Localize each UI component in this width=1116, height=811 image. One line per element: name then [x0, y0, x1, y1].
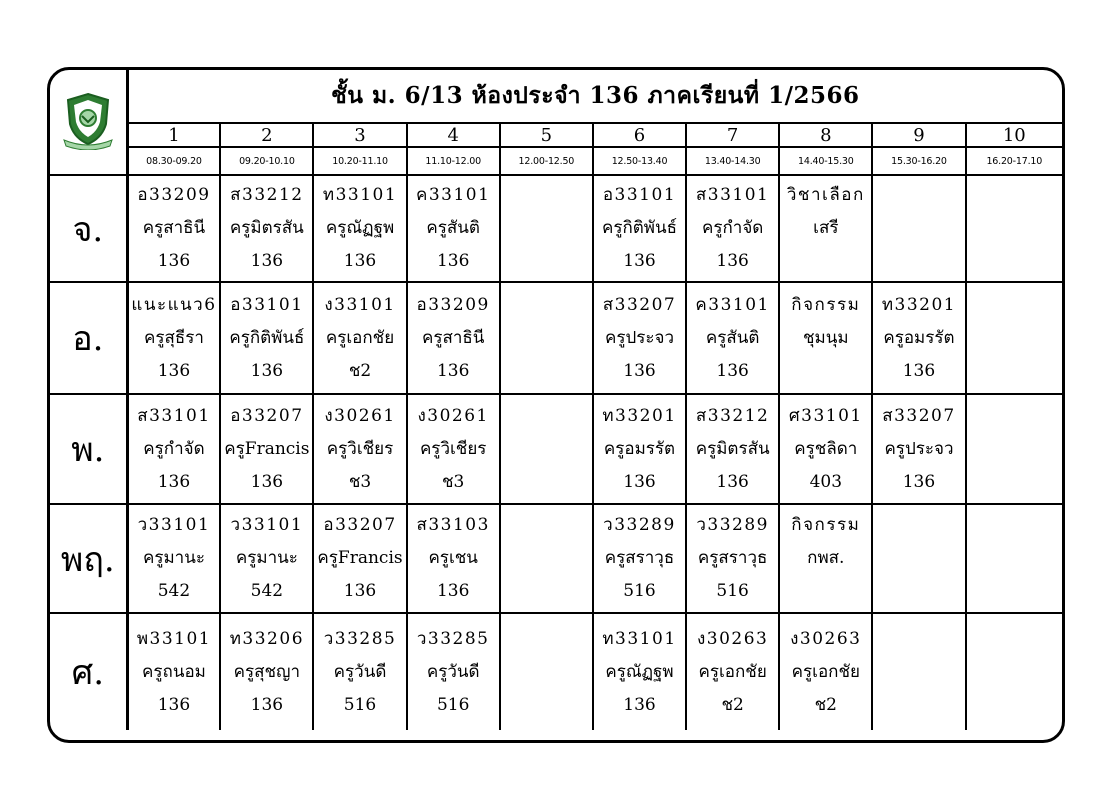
teacher-name: ครูFrancis — [317, 548, 403, 568]
subject-code: ส33101 — [137, 405, 211, 426]
teacher-name: ครูอมรรัต — [603, 438, 676, 459]
teacher-name — [967, 322, 1062, 355]
room: 136 — [902, 360, 936, 381]
room — [780, 575, 871, 608]
room: 136 — [250, 251, 284, 271]
subject-code: อ33209 — [137, 185, 211, 205]
teacher-name: ครูมานะ — [235, 548, 298, 568]
teacher-name: ครูกิติพันธ์ — [601, 218, 678, 238]
subject-code — [873, 509, 964, 542]
period-number: 8 — [779, 123, 872, 147]
schedule-cell — [313, 613, 406, 730]
subject-code: กิจกรรม — [791, 515, 861, 535]
teacher-name: ครูสุชญา — [233, 661, 301, 682]
period-time: 14.40-15.30 — [779, 147, 872, 175]
teacher-name — [501, 656, 592, 689]
schedule-cell — [686, 504, 779, 613]
period-number: 7 — [686, 123, 779, 147]
room: 136 — [716, 251, 749, 271]
schedule-cell — [779, 613, 872, 730]
schedule-cell — [872, 175, 965, 282]
teacher-name — [967, 212, 1062, 245]
subject-code: ว33101 — [230, 515, 304, 535]
room: 136 — [157, 360, 191, 381]
period-time: 08.30-09.20 — [127, 147, 220, 175]
subject-code: ส33101 — [695, 185, 770, 205]
period-time: 09.20-10.10 — [220, 147, 313, 175]
subject-code: ง30261 — [417, 405, 489, 426]
teacher-name: ครูสราวุธ — [697, 548, 768, 568]
schedule-cell — [407, 613, 500, 730]
room — [873, 245, 964, 278]
subject-code: ท33201 — [602, 405, 677, 426]
teacher-name: ครูอมรรัต — [883, 327, 955, 348]
schedule-cell — [220, 504, 313, 613]
room — [873, 689, 964, 722]
subject-code — [967, 509, 1062, 542]
teacher-name: ครูมานะ — [142, 548, 205, 568]
teacher-name: ครูกำจัด — [143, 438, 205, 459]
day-label: ศ. — [50, 613, 127, 730]
room — [967, 466, 1062, 499]
room: ช3 — [348, 471, 372, 492]
room — [967, 575, 1062, 608]
subject-code: ว33285 — [416, 628, 490, 649]
room — [967, 689, 1062, 722]
day-row — [50, 613, 1062, 730]
schedule-cell — [500, 613, 593, 730]
room — [501, 245, 592, 278]
period-time: 12.50-13.40 — [593, 147, 686, 175]
period-time: 13.40-14.30 — [686, 147, 779, 175]
subject-code — [501, 509, 592, 542]
subject-code: ว33289 — [696, 515, 769, 535]
teacher-name: ครูชลิดา — [794, 438, 858, 459]
logo-cell — [50, 70, 127, 175]
room — [501, 355, 592, 388]
teacher-name: ครูมิตรสัน — [229, 218, 304, 238]
period-number: 10 — [966, 123, 1062, 147]
schedule-cell — [313, 504, 406, 613]
room — [501, 575, 592, 608]
subject-code: ง30263 — [790, 628, 862, 649]
teacher-name: ครูสันติ — [426, 218, 480, 238]
teacher-name: ครูเอกชัย — [791, 661, 860, 682]
teacher-name — [501, 433, 592, 466]
subject-code: กิจกรรม — [791, 294, 861, 315]
room: ช3 — [442, 471, 465, 492]
room: 516 — [343, 694, 377, 715]
teacher-name: ครูวันดี — [426, 661, 480, 682]
subject-code: ส33207 — [602, 294, 677, 315]
room: 136 — [250, 360, 284, 381]
subject-code — [873, 623, 964, 656]
schedule-cell — [779, 504, 872, 613]
schedule-cell — [500, 282, 593, 394]
period-number: 5 — [500, 123, 593, 147]
period-time: 15.30-16.20 — [872, 147, 965, 175]
teacher-name: ครูสาธินี — [142, 218, 206, 238]
room: 542 — [250, 581, 284, 601]
subject-code: ง33101 — [324, 294, 396, 315]
room — [501, 689, 592, 722]
room — [967, 245, 1062, 278]
school-crest-icon — [60, 90, 116, 150]
room — [780, 245, 871, 278]
room: 136 — [436, 360, 470, 381]
schedule-cell — [593, 175, 686, 282]
subject-code — [967, 289, 1062, 322]
room: 136 — [157, 694, 191, 715]
room — [967, 355, 1062, 388]
schedule-cell — [313, 282, 406, 394]
subject-code: ส33212 — [230, 185, 304, 205]
room: 136 — [716, 471, 749, 492]
room: 136 — [623, 360, 656, 381]
day-label: พฤ. — [50, 504, 127, 613]
room: ช2 — [721, 694, 744, 715]
room — [780, 355, 871, 388]
subject-code — [967, 179, 1062, 212]
teacher-name: ครูวิเชียร — [326, 438, 394, 459]
subject-code: ส33207 — [882, 405, 956, 426]
subject-code: ว33285 — [323, 628, 397, 649]
teacher-name: ครูเอกชัย — [325, 327, 395, 348]
room: 516 — [436, 694, 470, 715]
subject-code: ท33101 — [602, 628, 677, 649]
teacher-name: ครูเอกชัย — [698, 661, 767, 682]
room: 136 — [623, 251, 656, 271]
schedule-cell — [220, 175, 313, 282]
room: 136 — [436, 251, 470, 271]
room: 136 — [250, 471, 284, 492]
room: 542 — [157, 581, 191, 601]
teacher-name: ครูสุธีรา — [144, 327, 204, 348]
schedule-cell — [407, 282, 500, 394]
room: ช2 — [814, 694, 837, 715]
room: 516 — [716, 581, 749, 601]
schedule-cell — [127, 394, 220, 504]
schedule-cell — [966, 282, 1062, 394]
teacher-name — [967, 656, 1062, 689]
teacher-name — [967, 433, 1062, 466]
subject-code: แนะแนว6 — [131, 294, 217, 315]
schedule-cell — [407, 394, 500, 504]
subject-code: ศ33101 — [788, 405, 863, 426]
teacher-name: ครูกำจัด — [701, 218, 764, 238]
subject-code: อ33209 — [416, 294, 490, 315]
schedule-cell — [872, 394, 965, 504]
period-number: 2 — [220, 123, 313, 147]
schedule-cell — [966, 504, 1062, 613]
period-number: 1 — [127, 123, 220, 147]
teacher-name: ครูมิตรสัน — [695, 438, 770, 459]
schedule-cell — [872, 613, 965, 730]
room: 136 — [343, 581, 377, 601]
subject-code: อ33207 — [230, 405, 304, 426]
room: ช2 — [348, 360, 372, 381]
subject-code: ง30263 — [696, 628, 769, 649]
schedule-cell — [779, 282, 872, 394]
room: 136 — [436, 581, 470, 601]
subject-code: วิชาเลือก — [786, 185, 865, 205]
teacher-name: ครูณัฏฐพ — [325, 218, 395, 238]
subject-code: ว33289 — [603, 515, 676, 535]
teacher-name: ครูสราวุธ — [604, 548, 675, 568]
day-row — [50, 282, 1062, 394]
schedule-cell — [407, 175, 500, 282]
teacher-name: ครูสันติ — [705, 327, 760, 348]
schedule-cell — [127, 613, 220, 730]
schedule-cell — [593, 282, 686, 394]
schedule-cell — [872, 504, 965, 613]
period-number: 6 — [593, 123, 686, 147]
teacher-name: ครูประจว — [604, 327, 675, 348]
timetable — [50, 70, 1062, 730]
subject-code: ท33201 — [881, 294, 957, 315]
room: 136 — [623, 471, 656, 492]
day-label: อ. — [50, 282, 127, 394]
room: 136 — [250, 694, 284, 715]
period-time: 10.20-11.10 — [313, 147, 406, 175]
teacher-name: ครูวันดี — [333, 661, 387, 682]
schedule-cell — [779, 175, 872, 282]
schedule-cell — [872, 282, 965, 394]
subject-code: ท33206 — [229, 628, 305, 649]
day-label: จ. — [50, 175, 127, 282]
teacher-name — [873, 656, 964, 689]
room: 136 — [902, 471, 936, 492]
day-label: พ. — [50, 394, 127, 504]
schedule-cell — [500, 175, 593, 282]
schedule-cell — [407, 504, 500, 613]
page-title: ชั้น ม. 6/13 ห้องประจำ 136 ภาคเรียนที่ 1/2566 — [127, 70, 1062, 123]
period-time: 16.20-17.10 — [966, 147, 1062, 175]
schedule-cell — [966, 613, 1062, 730]
subject-code: อ33101 — [230, 294, 304, 315]
schedule-cell — [593, 613, 686, 730]
schedule-cell — [313, 394, 406, 504]
schedule-cell — [686, 394, 779, 504]
subject-code — [501, 623, 592, 656]
teacher-name — [501, 212, 592, 245]
subject-code: อ33207 — [323, 515, 397, 535]
schedule-cell — [966, 175, 1062, 282]
subject-code — [873, 179, 964, 212]
teacher-name: กพส. — [807, 548, 845, 568]
room: 516 — [623, 581, 656, 601]
period-time: 12.00-12.50 — [500, 147, 593, 175]
schedule-cell — [127, 175, 220, 282]
subject-code: ส33212 — [695, 405, 770, 426]
room: 136 — [716, 360, 749, 381]
day-row — [50, 504, 1062, 613]
subject-code — [501, 400, 592, 433]
schedule-cell — [500, 394, 593, 504]
teacher-name — [967, 542, 1062, 575]
teacher-name: ครูณัฏฐพ — [605, 661, 674, 682]
subject-code: ค33101 — [695, 294, 770, 315]
period-number: 9 — [872, 123, 965, 147]
schedule-cell — [500, 504, 593, 613]
teacher-name: ครูประจว — [884, 438, 954, 459]
subject-code: ค33101 — [415, 185, 491, 205]
schedule-cell — [593, 504, 686, 613]
subject-code — [967, 400, 1062, 433]
teacher-name: ครูFrancis — [224, 438, 310, 459]
subject-code: อ33101 — [602, 185, 677, 205]
teacher-name: ครูถนอม — [142, 661, 206, 682]
room: 136 — [157, 251, 191, 271]
teacher-name: เสรี — [813, 218, 839, 238]
teacher-name — [501, 542, 592, 575]
teacher-name: ชุมนุม — [803, 327, 849, 348]
teacher-name — [873, 212, 964, 245]
period-number: 4 — [407, 123, 500, 147]
period-number: 3 — [313, 123, 406, 147]
teacher-name — [873, 542, 964, 575]
schedule-cell — [686, 282, 779, 394]
subject-code — [501, 179, 592, 212]
teacher-name: ครูวิเชียร — [419, 438, 487, 459]
schedule-cell — [220, 282, 313, 394]
room: 136 — [623, 694, 656, 715]
schedule-cell — [966, 394, 1062, 504]
day-row — [50, 175, 1062, 282]
timetable-frame — [47, 67, 1065, 743]
schedule-cell — [686, 175, 779, 282]
schedule-cell — [593, 394, 686, 504]
schedule-cell — [779, 394, 872, 504]
day-row — [50, 394, 1062, 504]
schedule-cell — [127, 282, 220, 394]
room: 136 — [157, 471, 191, 492]
teacher-name: ครูกิติพันธ์ — [229, 327, 305, 348]
schedule-cell — [127, 504, 220, 613]
subject-code: ท33101 — [322, 185, 398, 205]
subject-code: ง30261 — [324, 405, 396, 426]
subject-code: ส33103 — [416, 515, 490, 535]
period-time: 11.10-12.00 — [407, 147, 500, 175]
teacher-name: ครูสาธินี — [421, 327, 485, 348]
subject-code: ว33101 — [137, 515, 211, 535]
schedule-cell — [220, 394, 313, 504]
teacher-name — [501, 322, 592, 355]
schedule-cell — [220, 613, 313, 730]
schedule-cell — [313, 175, 406, 282]
subject-code — [501, 289, 592, 322]
subject-code: พ33101 — [136, 628, 212, 649]
schedule-cell — [686, 613, 779, 730]
room — [501, 466, 592, 499]
room — [873, 575, 964, 608]
room: 136 — [343, 251, 377, 271]
teacher-name: ครูเชน — [428, 548, 478, 568]
subject-code — [967, 623, 1062, 656]
room: 403 — [809, 471, 843, 492]
